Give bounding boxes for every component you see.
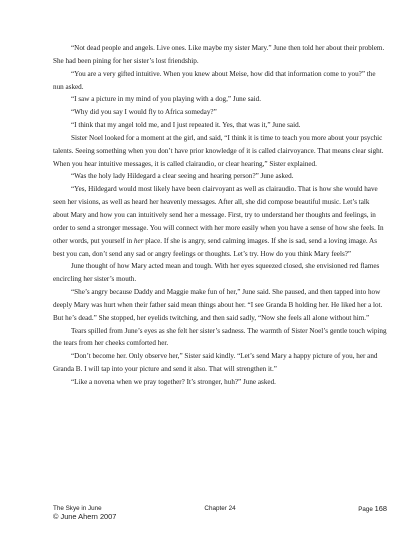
paragraph-10: “She’s angry because Daddy and Maggie make fun of her,” June said. She paused, and then tapped into how deeply Mary was hurt when their father said mean things about her. “I see Granda B holding her. He liked her a lot. But he’s dead.” She stopped, her eyelids twitching, and then said sadly, “Now she feels all alone without him.” <box>53 288 383 322</box>
page-number-value: 168 <box>374 504 387 513</box>
paragraph-11: Tears spilled from June’s eyes as she felt her sister’s sadness. The warmth of Sister Noel’s gentle touch wiping the tears from her cheeks comforted her. <box>53 326 387 348</box>
paragraph-6: Sister Noel looked for a moment at the girl, and said, “I think it is time to teach you more about your psychic talents. Seeing something when you don’t have prior knowledge of it is called clairvoyance. That means clear sight. When you hear intuitive messages, it is called clairaudio, or clear hearing,” Sister explained. <box>53 133 384 168</box>
paragraph-9: June thought of how Mary acted mean and tough. With her eyes squeezed closed, she envisioned red flames encircling her sister’s mouth. <box>53 262 380 284</box>
paragraph-8-emphasis: her <box>133 236 144 245</box>
paragraph-7: “Was the holy lady Hildegard a clear seeing and hearing person?” June asked. <box>71 172 294 181</box>
paragraph-1: “Not dead people and angels. Live ones. Like maybe my sister Mary.” June then told her about their problem. She had been pining for her sister’s lost friendship. <box>53 44 385 65</box>
paragraph-5: “I think that my angel told me, and I just repeated it. Yes, that was it,” June said. <box>71 121 301 130</box>
copyright-notice: © June Ahern 2007 <box>53 512 117 521</box>
paragraph-8-text-a: “Yes, Hildegard would most likely have been clairvoyant as well as clairaudio. That is how she would have seen her visions, as well as heard her heavenly messages. After all, she did compose beautiful music. Let’s talk about Mary and how you can intuitively send her a message. First, try to understand her thoughts and feelings, in order to send a stronger message. You will connect with her more easily when you have a sense of how she feels. In other words, put yourself in <box>53 185 384 245</box>
paragraph-2: “You are a very gifted intuitive. When you knew about Meise, how did that information come to you?” the nun asked. <box>53 69 376 91</box>
page-body <box>53 42 387 389</box>
paragraph-8-text-b: place. If she is angry, send calming images. If she is sad, send a loving image. As best you can, don’t send any sad or angry feelings or thoughts. Let’s try. How do you think Mary feels?” <box>53 236 377 258</box>
chapter-label: Chapter 24 <box>204 505 236 512</box>
paragraph-3: “I saw a picture in my mind of you playing with a dog,” June said. <box>71 95 261 104</box>
paragraph-12: “Don’t become her. Only observe her,” Sister said kindly. “Let’s send Mary a happy picture of you, her and Granda B. I will tap into your picture and send it also. That will strengthen it.” <box>53 352 378 374</box>
paragraph-8 <box>53 183 387 260</box>
page-label: Page <box>358 506 373 513</box>
paragraph-4: “Why did you say I would fly to Africa someday?” <box>71 108 217 117</box>
book-title: The Skye in June <box>53 505 102 512</box>
page-footer <box>53 505 387 521</box>
paragraph-13: “Like a novena when we pray together? It’s stronger, huh?” June asked. <box>71 377 276 386</box>
